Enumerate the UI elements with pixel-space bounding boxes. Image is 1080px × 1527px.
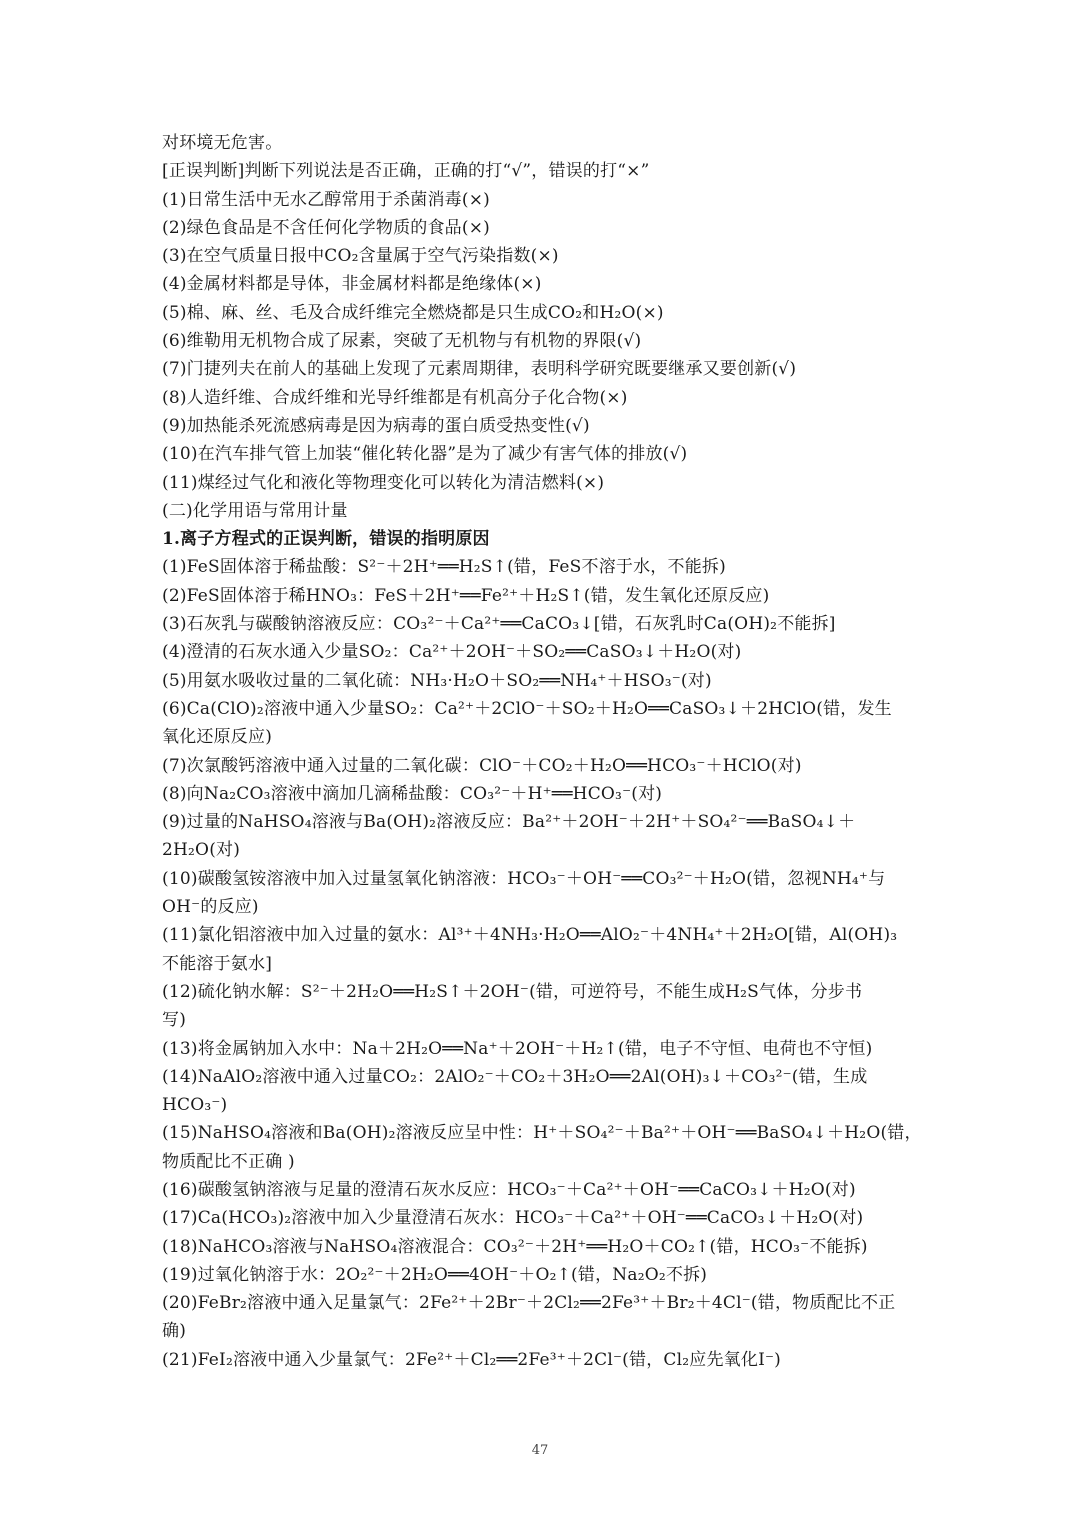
list-item: (3)在空气质量日报中CO₂含量属于空气污染指数(×) bbox=[162, 246, 559, 267]
list-item-continuation: 氧化还原反应) bbox=[162, 727, 273, 748]
list-item: (17)Ca(HCO₃)₂溶液中加入少量澄清石灰水：HCO₃⁻＋Ca²⁺＋OH⁻══CaCO₃↓＋H₂O(对) bbox=[162, 1208, 864, 1229]
list-item: (5)用氨水吸收过量的二氧化硫：NH₃·H₂O＋SO₂══NH₄⁺＋HSO₃⁻(对) bbox=[162, 670, 712, 691]
list-item-continuation: 写) bbox=[162, 1010, 187, 1031]
list-item: (21)FeI₂溶液中通入少量氯气：2Fe²⁺＋Cl₂══2Fe³⁺＋2Cl⁻(错，Cl₂应先氧化I⁻) bbox=[162, 1349, 781, 1370]
list-item: (9)过量的NaHSO₄溶液与Ba(OH)₂溶液反应：Ba²⁺＋2OH⁻＋2H⁺＋SO₄²⁻══BaSO₄↓＋ bbox=[162, 812, 856, 833]
list-item: (5)棉、麻、丝、毛及合成纤维完全燃烧都是只生成CO₂和H₂O(×) bbox=[162, 302, 664, 323]
text-line: 对环境无危害。 bbox=[162, 133, 283, 153]
list-item: (3)石灰乳与碳酸钠溶液反应：CO₃²⁻＋Ca²⁺══CaCO₃↓[错，石灰乳时Ca(OH)₂不能拆] bbox=[162, 614, 836, 635]
list-item: (4)澄清的石灰水通入少量SO₂：Ca²⁺＋2OH⁻＋SO₂══CaSO₃↓＋H₂O(对) bbox=[162, 642, 742, 663]
list-item: (8)人造纤维、合成纤维和光导纤维都是有机高分子化合物(×) bbox=[162, 387, 628, 408]
list-item: (18)NaHCO₃溶液与NaHSO₄溶液混合：CO₃²⁻＋2H⁺══H₂O＋CO₂↑(错，HCO₃⁻不能拆) bbox=[162, 1236, 868, 1257]
list-item: (4)金属材料都是导体，非金属材料都是绝缘体(×) bbox=[162, 274, 542, 295]
list-item: (2)绿色食品是不含任何化学物质的食品(×) bbox=[162, 217, 490, 238]
list-item: (6)Ca(ClO)₂溶液中通入少量SO₂：Ca²⁺＋2ClO⁻＋SO₂＋H₂O══CaSO₃↓＋2HClO(错，发生 bbox=[162, 698, 892, 719]
list-item: (12)硫化钠水解：S²⁻＋2H₂O══H₂S↑＋2OH⁻(错，可逆符号，不能生成H₂S气体，分步书 bbox=[162, 981, 863, 1002]
list-item-continuation: HCO₃⁻) bbox=[162, 1095, 228, 1116]
list-item: (10)在汽车排气管上加装“催化转化器”是为了减少有害气体的排放(√) bbox=[162, 444, 688, 465]
list-item: (1)日常生活中无水乙醇常用于杀菌消毒(×) bbox=[162, 189, 490, 210]
list-item-continuation: 物质配比不正确 ) bbox=[162, 1151, 295, 1172]
list-item: (7)门捷列夫在前人的基础上发现了元素周期律，表明科学研究既要继承又要创新(√) bbox=[162, 359, 797, 380]
list-item: (13)将金属钠加入水中：Na＋2H₂O══Na⁺＋2OH⁻＋H₂↑(错，电子不守恒、电荷也不守恒) bbox=[162, 1038, 873, 1059]
list-item: (1)FeS固体溶于稀盐酸：S²⁻＋2H⁺══H₂S↑(错，FeS不溶于水，不能拆) bbox=[162, 557, 726, 578]
list-item: (11)氯化铝溶液中加入过量的氨水：Al³⁺＋4NH₃·H₂O══AlO₂⁻＋4NH₄⁺＋2H₂O[错，Al(OH)₃ bbox=[162, 925, 898, 946]
list-item: (10)碳酸氢铵溶液中加入过量氢氧化钠溶液：HCO₃⁻＋OH⁻══CO₃²⁻＋H₂O(错，忽视NH₄⁺与 bbox=[162, 868, 886, 889]
list-item: (16)碳酸氢钠溶液与足量的澄清石灰水反应：HCO₃⁻＋Ca²⁺＋OH⁻══CaCO₃↓＋H₂O(对) bbox=[162, 1179, 856, 1200]
page-number: 47 bbox=[531, 1443, 549, 1458]
list-item: (2)FeS固体溶于稀HNO₃：FeS＋2H⁺══Fe²⁺＋H₂S↑(错，发生氧化还原反应) bbox=[162, 585, 770, 606]
list-item: (19)过氧化钠溶于水：2O₂²⁻＋2H₂O══4OH⁻＋O₂↑(错，Na₂O₂不拆) bbox=[162, 1264, 708, 1285]
list-item: (6)维勒用无机物合成了尿素，突破了无机物与有机物的界限(√) bbox=[162, 331, 642, 352]
list-item-continuation: OH⁻的反应) bbox=[162, 897, 259, 918]
list-item: (14)NaAlO₂溶液中通入过量CO₂：2AlO₂⁻＋CO₂＋3H₂O══2Al(OH)₃↓＋CO₃²⁻(错，生成 bbox=[162, 1066, 868, 1087]
subsection-heading: 1.离子方程式的正误判断，错误的指明原因 bbox=[162, 529, 490, 550]
list-item-continuation: 不能溶于氨水] bbox=[162, 953, 273, 974]
list-item-continuation: 确) bbox=[162, 1321, 187, 1342]
text-line: [正误判断]判断下列说法是否正确，正确的打“√”，错误的打“×” bbox=[162, 161, 650, 182]
list-item: (7)次氯酸钙溶液中通入过量的二氧化碳：ClO⁻＋CO₂＋H₂O══HCO₃⁻＋HClO(对) bbox=[162, 755, 802, 776]
list-item: (11)煤经过气化和液化等物理变化可以转化为清洁燃料(×) bbox=[162, 472, 605, 493]
list-item: (20)FeBr₂溶液中通入足量氯气：2Fe²⁺＋2Br⁻＋2Cl₂══2Fe³⁺＋Br₂＋4Cl⁻(错，物质配比不正 bbox=[162, 1293, 896, 1314]
section-heading: (二)化学用语与常用计量 bbox=[162, 500, 348, 521]
document-body bbox=[162, 129, 922, 1374]
list-item: (8)向Na₂CO₃溶液中滴加几滴稀盐酸：CO₃²⁻＋H⁺══HCO₃⁻(对) bbox=[162, 783, 663, 804]
list-item: (9)加热能杀死流感病毒是因为病毒的蛋白质受热变性(√) bbox=[162, 415, 590, 436]
list-item: (15)NaHSO₄溶液和Ba(OH)₂溶液反应呈中性：H⁺＋SO₄²⁻＋Ba²⁺＋OH⁻══BaSO₄↓＋H₂O(错， bbox=[162, 1123, 922, 1144]
list-item-continuation: 2H₂O(对) bbox=[162, 840, 241, 861]
